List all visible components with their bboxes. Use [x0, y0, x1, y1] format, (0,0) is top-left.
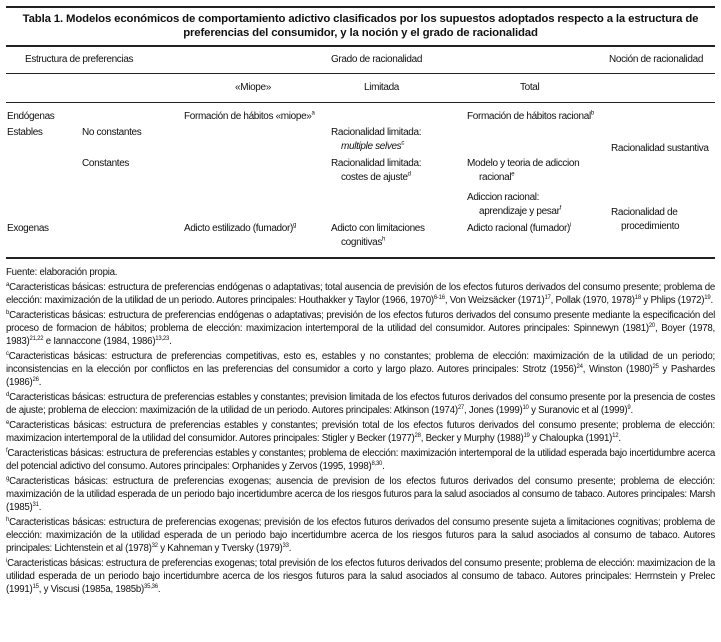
- footnotes: [6, 266, 715, 598]
- cell-rl-costes: Racionalidad limitada: costes de ajuste$^d$: [331, 158, 422, 183]
- cell-adicto-limitaciones: Adicto con limitaciones cognitivas$^h$: [331, 223, 425, 248]
- note-i: $^i$Caracteristicas básicas: estructura de preferencias exogenas; total previsión de los efectos futuros derivados del consumo presente; problema de elección: maximizacion de la utilidad esperada de un periodo bajo incertidumbre acerca de los riesgos futuros para la salud asociados al consumo de tabaco. Autores principales: Herrnstein y Prelec $(1991)^{15}$, y Viscusi (1985a, 1985b)$^{35,36}$.: [6, 557, 715, 595]
- table-bottom-rule: [6, 257, 715, 259]
- cell-rl-multiple: Racionalidad limitada: multiple selves$^c$: [331, 127, 422, 152]
- note-b: $^b$Caracteristicas básicas: estructura de preferencias endógenas o adaptativas; previsión de los efectos futuros derivados del consumo presente mediante la especificación del proceso de formacion de hábitos; problema de elección: maximizacion intertemporal de la utilidad del consumidor. Autores principales: Spinnewyn $(1981)^{20}$, Boyer (1978, 1983)$^{21,22}$ e Iannaccone (1984, 1986)$^{13,23}$.: [6, 309, 715, 347]
- cell-formacion-miope: Formación de hábitos «miope»$^a$: [184, 110, 315, 122]
- header-limitada: Limitada: [364, 82, 399, 93]
- cell-modelo-racional: Modelo y teoria de adiccion racional$^e$: [467, 158, 580, 183]
- cell-adicto-estilizado: Adicto estilizado (fumador)$^g$: [184, 222, 296, 234]
- cell-adiccion-racional: Adiccion racional: aprendizaje y pesar$^f$: [467, 192, 561, 217]
- note-a: $^a$Caracteristicas básicas: estructura de preferencias endógenas o adaptativas; total ausencia de previsión de los efectos futuros derivados del consumo presente; problema de elección: maximización de la utilidad de un periodo. Autores principales: Houthakker y Taylor (1966, 1970)$^{6-16}$, Von Weizsäcker $(1971)^{17}$, Pollak (1970, 1978)$^{18}$ y Phlips $(1972)^{19}$.: [6, 281, 715, 306]
- row-label-constantes: Constantes: [82, 158, 130, 169]
- cell-racionalidad-sustantiva: Racionalidad sustantiva: [611, 143, 709, 154]
- header-nocion: Noción de racionalidad: [609, 54, 704, 65]
- row-label-endogenas: Endógenas: [7, 111, 55, 122]
- note-c: $^c$Caracteristicas básicas: estructura de preferencias competitivas, esto es, estables y no constantes; problema de elección: maximización de la utilidad de un periodo; inconsistencias en la elección por conflictos en las preferencias del consumidor a corto y largo plazo. Autores principales: Strotz $(1956)^{24}$, Winston $(1980)^{25}$ y Pashardes $(1986)^{26}$.: [6, 350, 715, 388]
- note-e: $^e$Caracteristicas básicas: estructura de preferencias estables y constantes; previsión total de los efectos futuros derivados del consumo presente; problema de elección: maximizacion intertemporal de la utilidad del consumidor. Autores principales: Stigler y Becker $(1977)^{28}$, Becker y Murphy $(1988)^{19}$ y Chaloupka $(1991)^{12}$.: [6, 419, 715, 444]
- row-label-exogenas: Exogenas: [7, 223, 49, 234]
- note-g: $^g$Caracteristicas básicas: estructura de preferencias exogenas; ausencia de prevision de los efectos futuros derivados del consumo presente; problema de elección: maximización de la utilidad esperada de un periodo bajo incertidumbre acerca de los riesgos futuros para la salud asociados al consumo de tabaco. Autores principales: Marsh $(1985)^{31}$.: [6, 475, 715, 513]
- note-f: $^f$Caracteristicas básicas: estructura de preferencias estables y constantes; problema de elección: maximización intertemporal de la utilidad esperada bajo incertidumbre acerca del potencial adictivo del consumo. Autores principales: Orphanides y Zervos (1995, 1998)$^{8,30}$.: [6, 447, 715, 472]
- header-grado: Grado de racionalidad: [331, 54, 423, 65]
- row-label-no-constantes: No constantes: [82, 127, 142, 138]
- note-d: $^d$Caracteristicas básicas: estructura de preferencias estables y constantes; prevision limitada de los efectos futuros derivados del consumo presente por la presencia de costes de ajuste; problema de eleccion: maximización de la utilidad de un periodo. Autores principales: Atkinson $(1974)^{27}$, Jones $(1999)^{10}$ y Suranovic et al $(1999)^9$.: [6, 391, 715, 416]
- cell-formacion-racional: Formación de hábitos racional$^b$: [467, 110, 594, 122]
- note-fuente: Fuente: elaboración propia.: [6, 267, 118, 278]
- header-estructura: Estructura de preferencias: [25, 54, 134, 65]
- caption-line-2: preferencias del consumidor, y la noción y el grado de racionalidad: [183, 27, 538, 39]
- cell-racionalidad-procedimiento: Racionalidad de procedimiento: [611, 207, 680, 232]
- cell-adicto-racional: Adicto racional (fumador)$^i$: [467, 222, 571, 234]
- subheader-rule: [6, 102, 715, 103]
- table-caption: [6, 12, 715, 40]
- caption-bottom-rule: [6, 45, 715, 47]
- header-rule: [6, 73, 715, 74]
- note-h: $^h$Caracteristicas básicas: estructura de preferencias exogenas; previsión de los efectos futuros derivados del consumo presente sujeta a limitaciones cognitivas; problema de elección: maximización de la utilidad esperada de un periodo bajo incertidumbre acerca de los riesgos futuros para la salud asociados al consumo de tabaco. Autores principales: Lichtenstein et al $(1978)^{32}$ y Kahneman y Tversky $(1979)^{33}$.: [6, 516, 715, 554]
- top-rule: [6, 6, 715, 8]
- header-total: Total: [520, 82, 540, 93]
- header-miope: «Miope»: [235, 82, 271, 93]
- row-label-estables: Estables: [7, 127, 43, 138]
- caption-line-1: Tabla 1. Modelos económicos de comportamiento adictivo clasificados por los supuestos adoptados respecto a la estructura de: [22, 13, 699, 25]
